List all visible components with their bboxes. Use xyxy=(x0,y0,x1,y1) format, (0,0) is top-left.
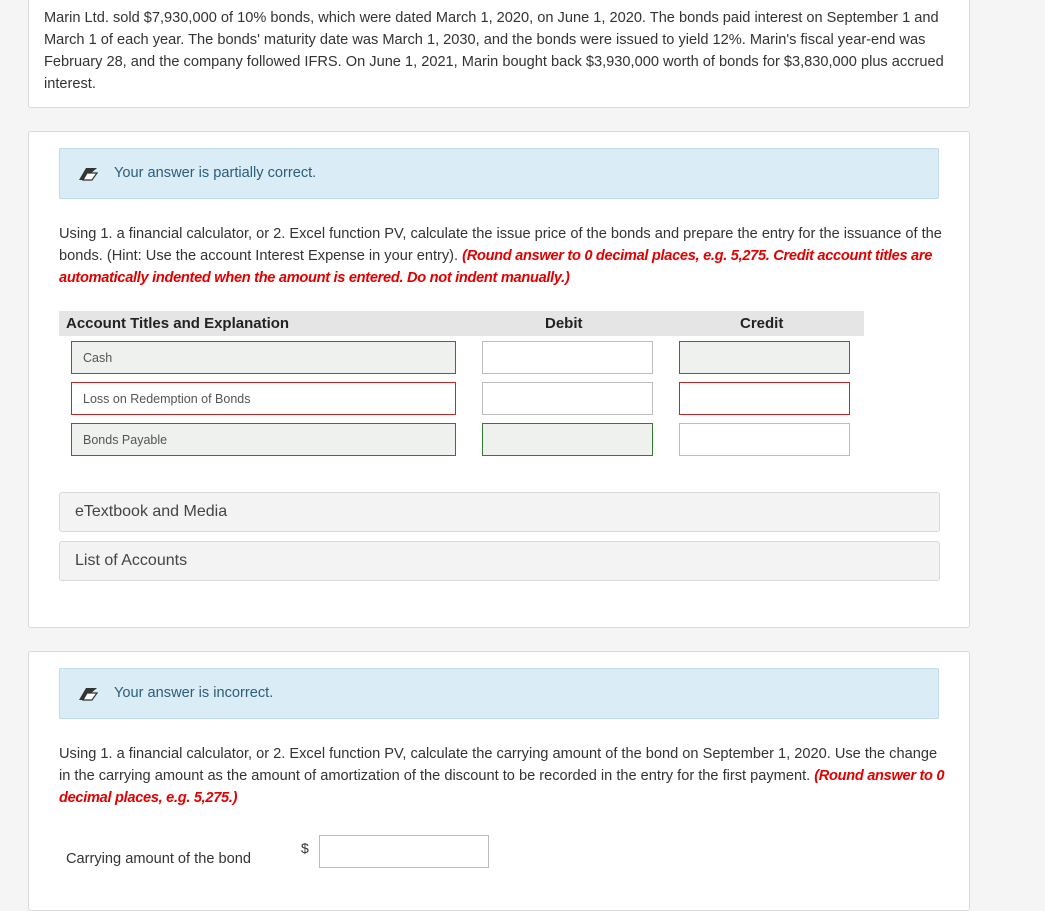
question-text xyxy=(59,743,949,809)
header-credit: Credit xyxy=(740,315,784,332)
question-body: Using 1. a financial calculator, or 2. Excel function PV, calculate the carrying amount of the bond on September 1, 2020. Use the change in the carrying amount as the amount of amortization of the discount to be recorded in the entry for the first payment. xyxy=(59,746,938,784)
table-header xyxy=(59,311,864,336)
rounding-hint: (Round answer to 0 decimal places, e.g. 5,275.) xyxy=(59,768,945,806)
status-text: Your answer is partially correct. xyxy=(114,165,317,181)
list-of-accounts-link[interactable] xyxy=(59,541,940,581)
currency-symbol: $ xyxy=(301,840,309,856)
debit-input-row-3[interactable] xyxy=(482,423,653,456)
question-body: Using 1. a financial calculator, or 2. Excel function PV, calculate the issue price of the bonds and prepare the entry for the issuance of the bonds. (Hint: Use the account Interest Expense in your entry). xyxy=(59,226,942,264)
debit-input-row-1[interactable] xyxy=(482,341,653,374)
header-debit: Debit xyxy=(545,315,583,332)
accounts-label: List of Accounts xyxy=(75,552,188,569)
status-banner-partial xyxy=(59,148,939,199)
header-account: Account Titles and Explanation xyxy=(66,315,290,332)
etextbook-media-link[interactable] xyxy=(59,492,940,532)
problem-card xyxy=(28,0,970,108)
status-text: Your answer is incorrect. xyxy=(114,685,274,701)
pencil-eraser-icon xyxy=(78,687,98,701)
account-input-row-1[interactable]: Cash xyxy=(71,341,456,374)
credit-input-row-1[interactable] xyxy=(679,341,850,374)
carrying-amount-label: Carrying amount of the bond xyxy=(66,851,251,867)
account-input-row-2[interactable]: Loss on Redemption of Bonds xyxy=(71,382,456,415)
part1-card xyxy=(28,131,970,628)
credit-input-row-2[interactable] xyxy=(679,382,850,415)
problem-text: Marin Ltd. sold $7,930,000 of 10% bonds, which were dated March 1, 2020, on June 1, 2020. The bonds paid interest on September 1 and March 1 of each year. The bonds' maturity date was March 1, 2030, and the bonds were issued to yield 12%. Marin's fiscal year-end was February 28, and the company followed IFRS. On June 1, 2021, Marin bought back $3,930,000 worth of bonds for $3,830,000 plus accrued interest. xyxy=(44,10,944,92)
pencil-eraser-icon xyxy=(78,167,98,181)
debit-input-row-2[interactable] xyxy=(482,382,653,415)
status-banner-incorrect xyxy=(59,668,939,719)
part2-card xyxy=(28,651,970,911)
credit-input-row-3[interactable] xyxy=(679,423,850,456)
rounding-hint: (Round answer to 0 decimal places, e.g. 5,275. Credit account titles are automatically indented when the amount is entered. Do not indent manually.) xyxy=(59,248,933,286)
etextbook-label: eTextbook and Media xyxy=(75,503,228,520)
question-text xyxy=(59,223,949,289)
account-input-row-3[interactable]: Bonds Payable xyxy=(71,423,456,456)
carrying-amount-input[interactable] xyxy=(319,835,489,868)
